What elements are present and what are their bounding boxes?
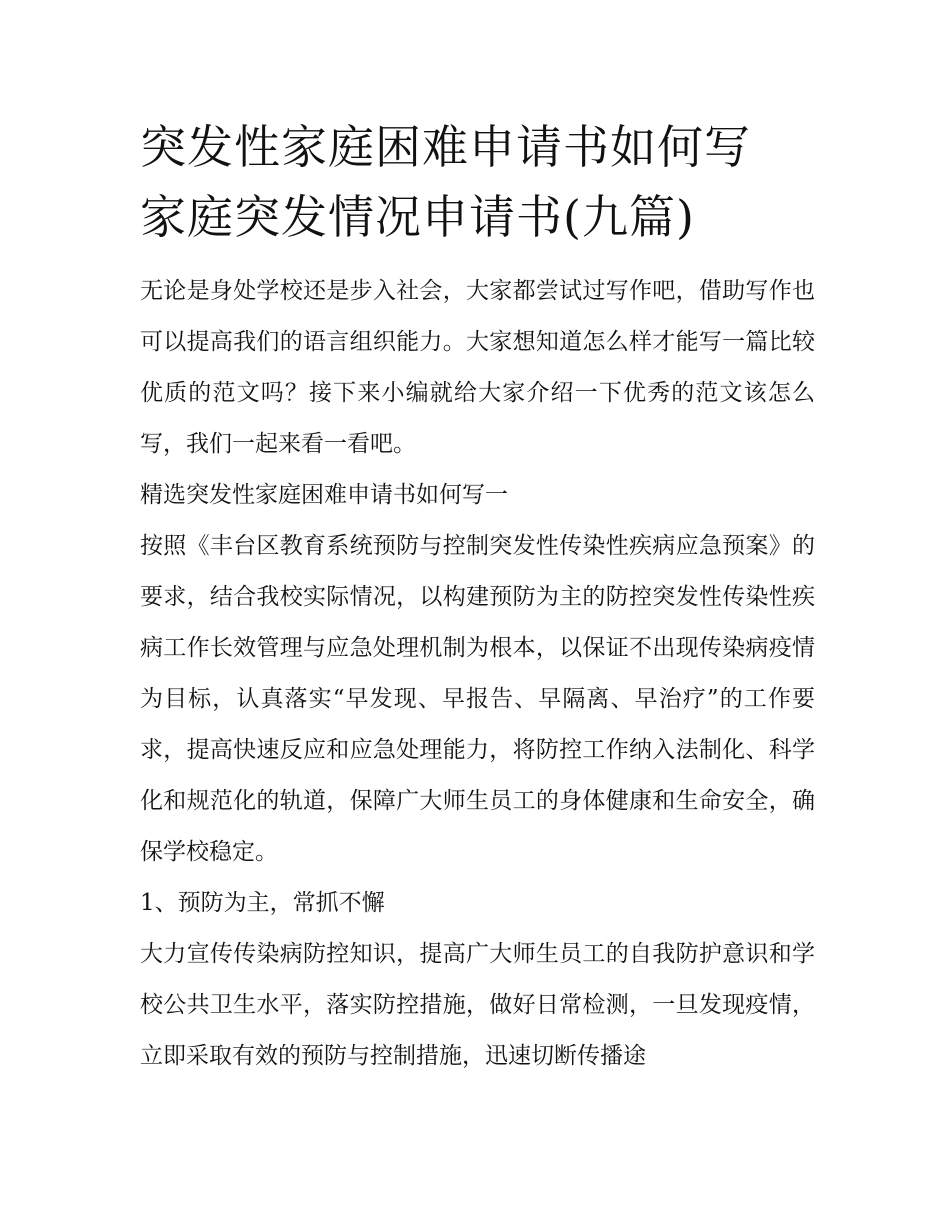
section-heading: 精选突发性家庭困难申请书如何写一 xyxy=(140,482,508,508)
document-content xyxy=(140,112,815,1082)
point-1-heading: 1、预防为主，常抓不懈 xyxy=(140,890,385,916)
section-paragraph: 按照《丰台区教育系统预防与控制突发性传染性疾病应急预案》的要求，结合我校实际情况，以构建预防为主的防控突发性传染性疾病工作长效管理与应急处理机制为根本，以保证不出现传染病疫情为目标，认真落实“早发现、早报告、早隔离、早治疗”的工作要求，提高快速反应和应急处理能力，将防控工作纳入法制化、科学化和规范化的轨道，保障广大师生员工的身体健康和生命安全，确保学校稳定。 xyxy=(140,533,815,865)
intro-paragraph: 无论是身处学校还是步入社会，大家都尝试过写作吧，借助写作也可以提高我们的语言组织能力。大家想知道怎么样才能写一篇比较优质的范文吗？接下来小编就给大家介绍一下优秀的范文该怎么写，我们一起来看一看吧。 xyxy=(140,278,815,457)
title-line-1: 突发性家庭困难申请书如何写 xyxy=(140,120,751,174)
document-title xyxy=(140,112,815,252)
title-line-2: 家庭突发情况申请书(九篇) xyxy=(140,190,695,244)
point-1-paragraph: 大力宣传传染病防控知识，提高广大师生员工的自我防护意识和学校公共卫生水平，落实防控措施，做好日常检测，一旦发现疫情，立即采取有效的预防与控制措施，迅速切断传播途 xyxy=(140,941,815,1069)
